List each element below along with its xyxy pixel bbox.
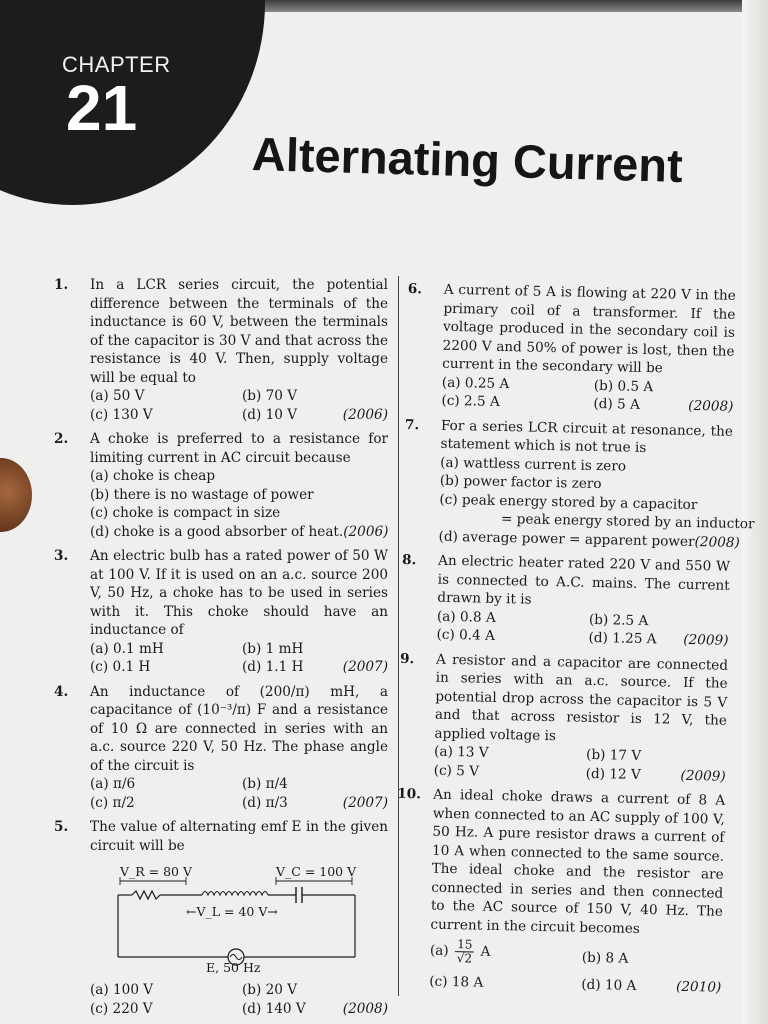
question-text: A resistor and a capacitor are connected in series with an a.c. source. If the potential drop across the capacitor is 5 V and that across resistor is 12 V, the applied voltage is [434,651,729,744]
option-a: (a) 50 V [90,388,145,404]
exam-year: (2010) [675,978,722,996]
exam-year: (2006) [343,523,389,540]
option-c: (c) choke is compact in size [90,505,281,521]
question-number: 9. [399,650,415,667]
page-title: Alternating Current [251,127,684,193]
options [441,373,734,416]
question-number: 4. [54,683,69,700]
option-b: (b) 1 mH [242,640,304,657]
option-c: (c) π/2 [90,794,135,811]
inductor-voltage-label: ←V_L = 40 V→ [186,904,278,919]
question-text: A current of 5 A is flowing at 220 V in the primary coil of a transformer. If the voltage produced in the secondary coil is 2200 V and 50% of power is lost, then the current in the secondary will be [442,281,736,377]
question-number: 10. [397,785,422,803]
source-label: E, 50 Hz [206,960,261,975]
question-8 [400,551,730,650]
question-text: An inductance of (200/π) mH, a capacitance of (10⁻³/π) F and a resistance of 10 Ω are connected in series with an a.c. source 220 V, 50 Hz. The phase angle of the circuit is [90,683,388,774]
page-edge-shadow [742,0,768,1024]
option-c: (c) 18 A [429,973,484,991]
question-6 [405,280,736,416]
question-9 [398,649,729,785]
option-d: (d) average power = apparent power [438,528,695,550]
option-a: (a) π/6 [90,776,136,792]
option-b: (b) 8 A [581,949,629,967]
option-b: (b) 2.5 A [588,611,649,629]
question-text: The value of alternating emf E in the given circuit will be [90,819,388,854]
question-number: 8. [401,551,417,569]
fraction-numerator: 15 [455,938,475,952]
page-top-shadow [180,0,768,12]
option-c: (c) 2.5 A [441,392,500,410]
exam-year: (2008) [688,397,734,415]
circuit-diagram [90,859,388,975]
option-c: (c) 220 V [90,1000,153,1017]
option-d: (d) 12 V [585,765,641,783]
options [429,938,722,998]
option-a: (a) choke is cheap [90,468,216,484]
fraction-unit: A [480,943,491,960]
option-a [430,938,583,968]
option-d: (d) choke is a good absorber of heat. [90,523,344,540]
question-text: An electric bulb has a rated power of 50 W at 100 V. If it is used on an a.c. source 200 V, 50 Hz, a choke has to be used in series with it. This choke should have an inductance of [90,548,388,638]
right-column [393,280,755,1003]
option-a-label: (a) [429,942,449,959]
question-10 [393,785,725,997]
option-c: (c) 0.1 H [90,659,151,675]
option-b: (b) π/4 [242,776,288,792]
option-c-continued: = peak energy stored by an inductor [500,511,755,533]
option-b: (b) there is no wastage of power [90,486,314,503]
option-c: (c) 0.4 A [436,626,496,644]
option-d: (d) 10 V [242,406,298,423]
exam-year: (2008) [342,1000,388,1017]
exam-year: (2008) [694,533,740,551]
fraction-denominator: √2 [456,951,473,966]
capacitor-voltage-label: V_C = 100 V [276,864,357,879]
option-d: (d) 10 A [581,976,637,994]
options [434,743,727,786]
option-c: (c) 130 V [90,406,153,423]
question-text: In a LCR series circuit, the potential difference between the terminals of the inductance is 60 V, between the terminals of the capacitor is 30 V and that across the resistance is 40 V. Then, supply voltage will be equal to [90,277,388,386]
option-c: (c) peak energy stored by a capacitor [439,491,698,513]
option-a: (a) wattless current is zero [440,454,627,475]
exam-year: (2009) [683,631,729,649]
question-1 [54,276,388,424]
exam-year: (2007) [342,794,388,811]
options [436,607,729,650]
options [90,387,388,424]
resistor-voltage-label: V_R = 80 V [120,864,193,879]
options [90,467,388,541]
option-b: (b) 17 V [585,746,642,764]
question-2 [54,430,388,541]
chapter-label: CHAPTER [62,52,171,77]
option-d: (d) 140 V [242,1000,306,1017]
question-number: 6. [407,280,423,298]
question-4 [54,683,388,813]
question-3 [54,547,388,677]
question-number: 7. [404,416,420,433]
option-b: (b) 0.5 A [593,377,654,395]
option-d: (d) 5 A [593,395,641,413]
question-number: 1. [54,277,69,293]
question-text: An electric heater rated 220 V and 550 W is connected to A.C. mains. The current drawn by it is [437,552,731,608]
option-d: (d) 1.1 H [242,659,304,675]
option-d: (d) π/3 [242,794,288,811]
resistor-symbol [132,891,160,899]
options [90,775,388,812]
question-number: 5. [54,819,69,835]
question-text: A choke is preferred to a resistance for limiting current in AC circuit because [90,431,388,466]
options [438,453,755,552]
options [90,640,388,677]
left-column [54,276,388,1024]
question-7 [402,415,755,551]
option-a-fraction [455,938,475,965]
thumb-holding-page [0,458,32,532]
option-b: (b) 70 V [242,388,298,404]
question-number: 3. [54,548,69,564]
exam-year: (2009) [680,767,726,785]
option-b: (b) 20 V [242,982,298,998]
option-b: (b) power factor is zero [439,472,602,493]
exam-year: (2007) [342,659,388,675]
question-text: An ideal choke draws a current of 8 A when connected to an AC supply of 100 V, 50 Hz. A pure resistor draws a current of 10 A when connected to the same source. The ideal choke and the resistor are connected in series and then connected to the AC source of 150 V, 40 Hz. The current in the circuit becomes [430,786,726,937]
question-5 [54,818,388,1018]
inductor-symbol [202,892,268,896]
option-c: (c) 5 V [433,762,480,780]
question-text: For a series LCR circuit at resonance, the statement which is not true is [440,417,734,457]
option-d: (d) 1.25 A [588,629,657,648]
option-a: (a) 0.25 A [441,374,510,392]
option-a: (a) 0.1 mH [90,640,164,657]
chapter-number: 21 [66,72,138,144]
option-a: (a) 100 V [90,982,154,998]
option-a: (a) 13 V [433,743,489,761]
options [90,981,388,1018]
option-a: (a) 0.8 A [436,608,496,626]
exam-year: (2006) [342,406,388,423]
question-number: 2. [54,431,69,447]
